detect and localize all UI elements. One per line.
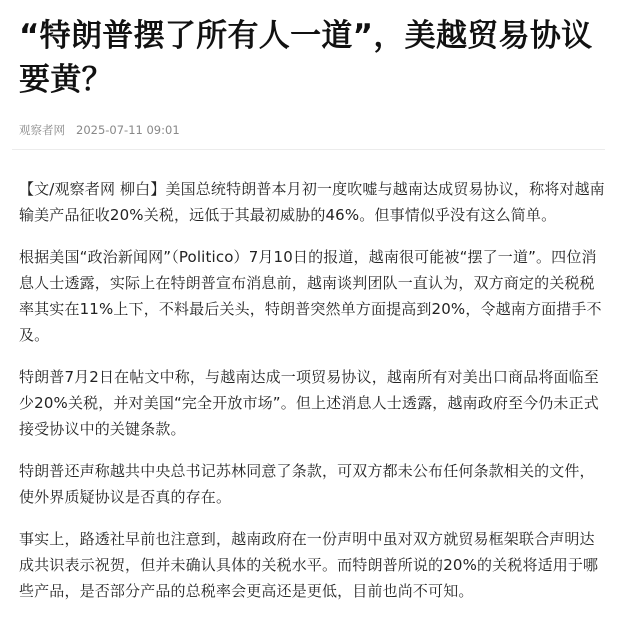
paragraph: 特朗普还声称越共中央总书记苏林同意了条款，可双方都未公布任何条款相关的文件，使外界质疑协议是否真的存在。 bbox=[19, 462, 595, 506]
paragraph: 事实上，路透社早前也注意到，越南政府在一份声明中虽对双方就贸易框架联合声明达成共识表示祝贺，但并未确认具体的关税水平。而特朗普所说的20%的关税将适用于哪些产品，是否部分产品的总税率会更高还是更低，目前也尚不可知。 bbox=[19, 530, 599, 600]
meta-divider bbox=[12, 149, 605, 150]
article-body bbox=[19, 176, 605, 604]
article-title: “特朗普摆了所有人一道”，美越贸易协议要黄？ bbox=[19, 18, 593, 98]
article-meta bbox=[19, 122, 605, 138]
paragraph: 【文/观察者网 柳白】美国总统特朗普本月初一度吹嘘与越南达成贸易协议，称将对越南输美产品征收20%关税，远低于其最初威胁的46%。但事情似乎没有这么简单。 bbox=[19, 180, 605, 224]
paragraph: 特朗普7月2日在帖文中称，与越南达成一项贸易协议，越南所有对美出口商品将面临至少20%关税，并对美国“完全开放市场”。但上述消息人士透露，越南政府至今仍未正式接受协议中的关键条款。 bbox=[19, 368, 599, 438]
article-source[interactable]: 观察者网 bbox=[19, 123, 65, 137]
paragraph: 根据美国“政治新闻网”（Politico）7月10日的报道，越南很可能被“摆了一道”。四位消息人士透露，实际上在特朗普宣布消息前，越南谈判团队一直认为，双方商定的关税税率其实在11%上下，不料最后关头，特朗普突然单方面提高到20%，令越南方面措手不及。 bbox=[19, 248, 602, 344]
article-date: 2025-07-11 09:01 bbox=[76, 123, 180, 137]
